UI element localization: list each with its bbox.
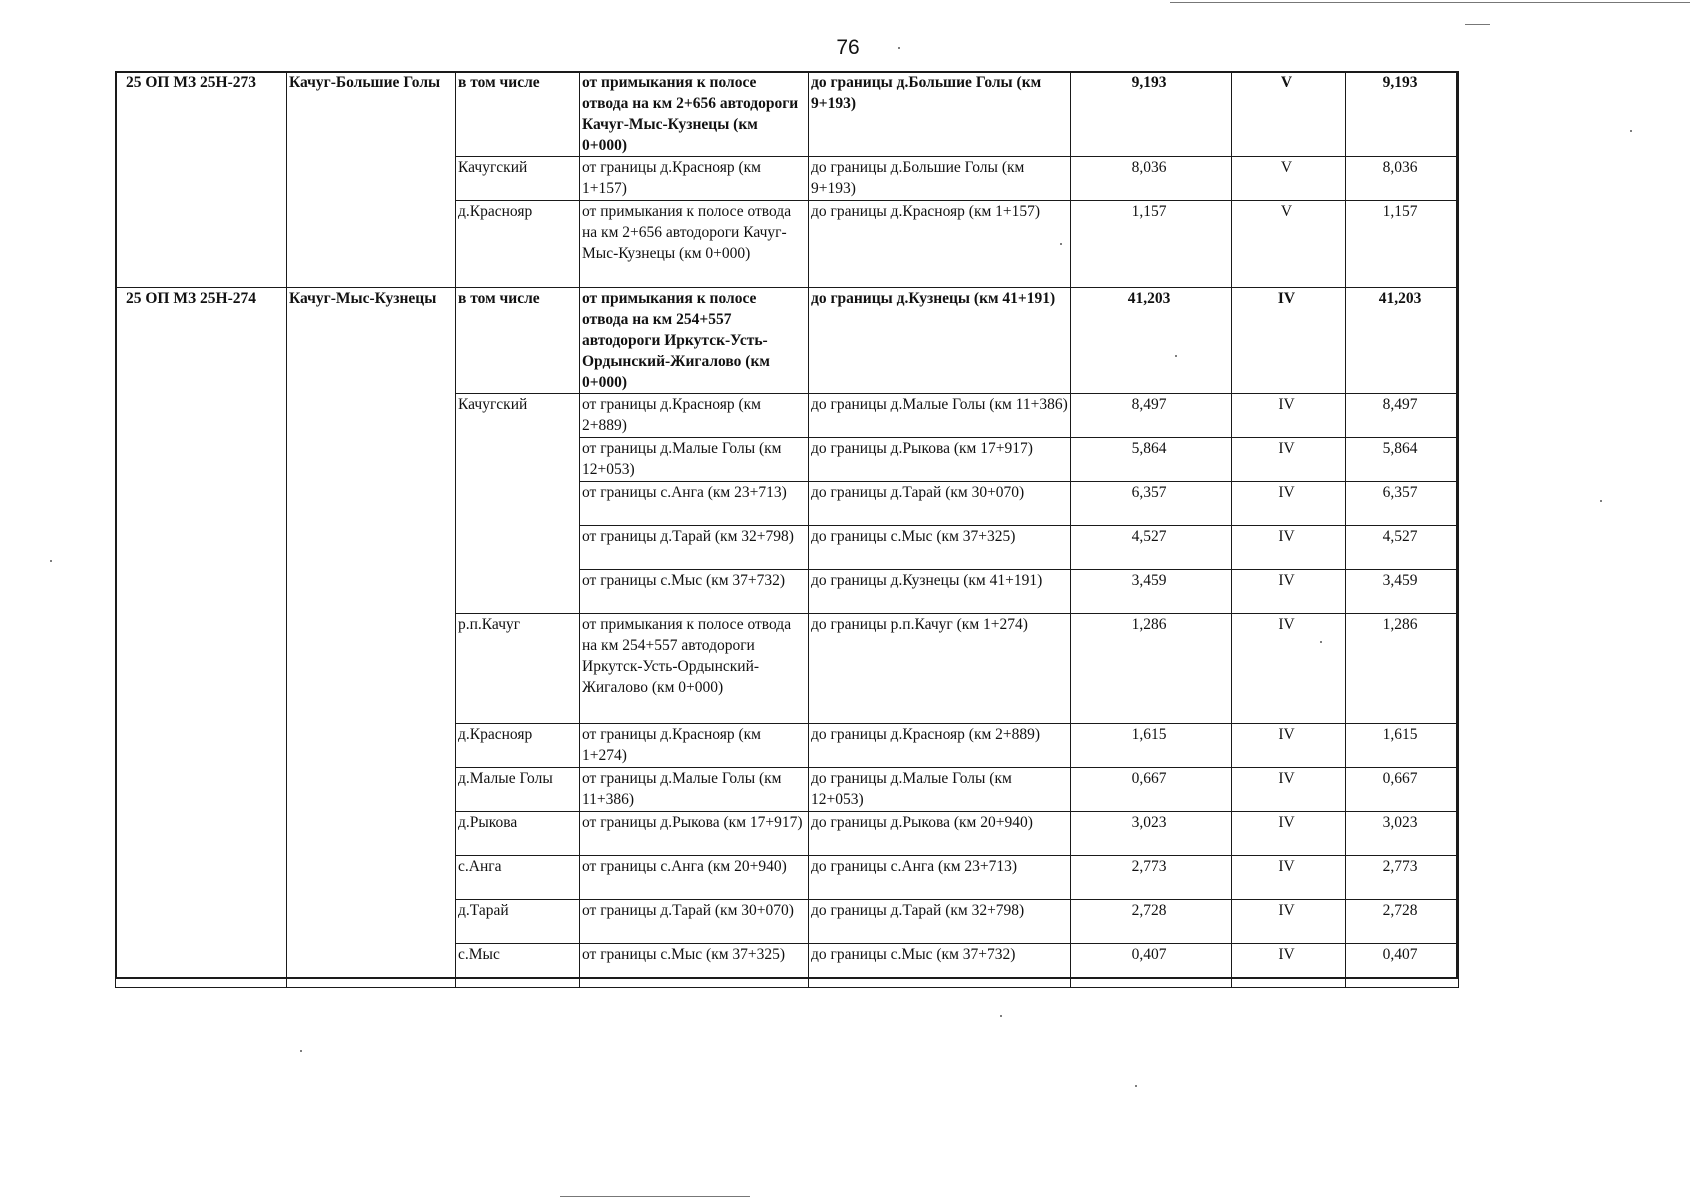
total-cell: 2,728 <box>1346 900 1459 944</box>
to-cell: до границы д.Малые Голы (км 12+053) <box>809 768 1071 812</box>
length-cell: 2,773 <box>1071 856 1232 900</box>
scan-speck <box>1135 1085 1137 1087</box>
total-cell: 0,667 <box>1346 768 1459 812</box>
category-cell: IV <box>1232 768 1346 812</box>
length-cell: 4,527 <box>1071 526 1232 570</box>
total-cell: 8,497 <box>1346 394 1459 438</box>
category-cell: IV <box>1232 438 1346 482</box>
length-cell: 6,357 <box>1071 482 1232 526</box>
to-cell: до границы д.Рыкова (км 17+917) <box>809 438 1071 482</box>
to-cell: до границы д.Кузнецы (км 41+191) <box>809 288 1071 394</box>
from-cell: от границы с.Мыс (км 37+732) <box>580 570 809 614</box>
district-cell: в том числе <box>456 72 580 157</box>
total-cell: 6,357 <box>1346 482 1459 526</box>
from-cell: от границы д.Тарай (км 32+798) <box>580 526 809 570</box>
district-cell: в том числе <box>456 288 580 394</box>
from-cell: от границы с.Мыс (км 37+325) <box>580 944 809 988</box>
length-cell: 1,615 <box>1071 724 1232 768</box>
to-cell: до границы с.Анга (км 23+713) <box>809 856 1071 900</box>
district-cell: Качугский <box>456 157 580 201</box>
from-cell: от границы д.Тарай (км 30+070) <box>580 900 809 944</box>
to-cell: до границы д.Краснояр (км 1+157) <box>809 201 1071 288</box>
total-cell: 1,615 <box>1346 724 1459 768</box>
to-cell: до границы д.Кузнецы (км 41+191) <box>809 570 1071 614</box>
category-cell: IV <box>1232 900 1346 944</box>
to-cell: до границы д.Тарай (км 30+070) <box>809 482 1071 526</box>
length-cell: 2,728 <box>1071 900 1232 944</box>
total-cell: 9,193 <box>1346 72 1459 157</box>
category-cell: IV <box>1232 724 1346 768</box>
table-row <box>116 288 1459 394</box>
district-cell: с.Анга <box>456 856 580 900</box>
from-cell: от границы с.Анга (км 23+713) <box>580 482 809 526</box>
length-cell: 9,193 <box>1071 72 1232 157</box>
from-cell: от границы д.Рыкова (км 17+917) <box>580 812 809 856</box>
to-cell: до границы с.Мыс (км 37+325) <box>809 526 1071 570</box>
road-name: Качуг-Большие Голы <box>287 72 456 288</box>
total-cell: 3,459 <box>1346 570 1459 614</box>
category-cell: IV <box>1232 614 1346 724</box>
district-cell: с.Мыс <box>456 944 580 988</box>
district-cell: д.Краснояр <box>456 724 580 768</box>
to-cell: до границы д.Тарай (км 32+798) <box>809 900 1071 944</box>
total-cell: 1,157 <box>1346 201 1459 288</box>
category-cell: V <box>1232 72 1346 157</box>
to-cell: до границы д.Малые Голы (км 11+386) <box>809 394 1071 438</box>
scan-speck <box>898 47 900 49</box>
from-cell: от границы д.Малые Голы (км 11+386) <box>580 768 809 812</box>
scan-speck <box>1630 130 1632 132</box>
from-cell: от границы с.Анга (км 20+940) <box>580 856 809 900</box>
category-cell: IV <box>1232 526 1346 570</box>
category-cell: IV <box>1232 812 1346 856</box>
length-cell: 0,407 <box>1071 944 1232 988</box>
from-cell: от границы д.Краснояр (км 1+274) <box>580 724 809 768</box>
scan-speck <box>1000 1015 1002 1017</box>
page-number: 76 <box>836 36 860 59</box>
category-cell: IV <box>1232 856 1346 900</box>
length-cell: 3,023 <box>1071 812 1232 856</box>
category-cell: IV <box>1232 482 1346 526</box>
from-cell: от границы д.Малые Голы (км 12+053) <box>580 438 809 482</box>
to-cell: до границы с.Мыс (км 37+732) <box>809 944 1071 988</box>
length-cell: 1,157 <box>1071 201 1232 288</box>
length-cell: 41,203 <box>1071 288 1232 394</box>
to-cell: до границы д.Большие Голы (км 9+193) <box>809 157 1071 201</box>
from-cell: от примыкания к полосе отвода на км 254+557 автодороги Иркутск-Усть-Ордынский-Жигалово (км 0+000) <box>580 614 809 724</box>
scan-line <box>560 1196 750 1197</box>
length-cell: 3,459 <box>1071 570 1232 614</box>
category-cell: V <box>1232 201 1346 288</box>
category-cell: IV <box>1232 288 1346 394</box>
scan-line <box>1170 2 1690 3</box>
category-cell: IV <box>1232 394 1346 438</box>
total-cell: 0,407 <box>1346 944 1459 988</box>
district-cell: р.п.Качуг <box>456 614 580 724</box>
from-cell: от примыкания к полосе отвода на км 2+656 автодороги Качуг-Мыс-Кузнецы (км 0+000) <box>580 201 809 288</box>
category-cell: IV <box>1232 570 1346 614</box>
scan-speck <box>50 560 52 562</box>
scan-line <box>1465 24 1490 25</box>
table-row <box>116 72 1459 157</box>
total-cell: 5,864 <box>1346 438 1459 482</box>
roads-table <box>115 71 1459 988</box>
length-cell: 1,286 <box>1071 614 1232 724</box>
scan-speck <box>1600 500 1602 502</box>
length-cell: 8,497 <box>1071 394 1232 438</box>
district-cell: Качугский <box>456 394 580 614</box>
total-cell: 1,286 <box>1346 614 1459 724</box>
total-cell: 41,203 <box>1346 288 1459 394</box>
scan-speck <box>1175 355 1177 357</box>
total-cell: 4,527 <box>1346 526 1459 570</box>
from-cell: от границы д.Краснояр (км 2+889) <box>580 394 809 438</box>
total-cell: 3,023 <box>1346 812 1459 856</box>
scan-speck <box>1320 641 1322 643</box>
to-cell: до границы д.Краснояр (км 2+889) <box>809 724 1071 768</box>
district-cell: д.Рыкова <box>456 812 580 856</box>
district-cell: д.Краснояр <box>456 201 580 288</box>
road-code: 25 ОП МЗ 25Н-274 <box>116 288 287 988</box>
total-cell: 8,036 <box>1346 157 1459 201</box>
category-cell: V <box>1232 157 1346 201</box>
length-cell: 5,864 <box>1071 438 1232 482</box>
roads-table-body <box>116 72 1459 988</box>
scan-speck <box>1060 243 1062 245</box>
to-cell: до границы д.Большие Голы (км 9+193) <box>809 72 1071 157</box>
length-cell: 0,667 <box>1071 768 1232 812</box>
from-cell: от границы д.Краснояр (км 1+157) <box>580 157 809 201</box>
from-cell: от примыкания к полосе отвода на км 254+557 автодороги Иркутск-Усть-Ордынский-Жигалово (км 0+000) <box>580 288 809 394</box>
district-cell: д.Тарай <box>456 900 580 944</box>
category-cell: IV <box>1232 944 1346 988</box>
scan-speck <box>300 1050 302 1052</box>
to-cell: до границы д.Рыкова (км 20+940) <box>809 812 1071 856</box>
road-name: Качуг-Мыс-Кузнецы <box>287 288 456 988</box>
from-cell: от примыкания к полосе отвода на км 2+656 автодороги Качуг-Мыс-Кузнецы (км 0+000) <box>580 72 809 157</box>
length-cell: 8,036 <box>1071 157 1232 201</box>
to-cell: до границы р.п.Качуг (км 1+274) <box>809 614 1071 724</box>
road-code: 25 ОП МЗ 25Н-273 <box>116 72 287 288</box>
total-cell: 2,773 <box>1346 856 1459 900</box>
district-cell: д.Малые Голы <box>456 768 580 812</box>
